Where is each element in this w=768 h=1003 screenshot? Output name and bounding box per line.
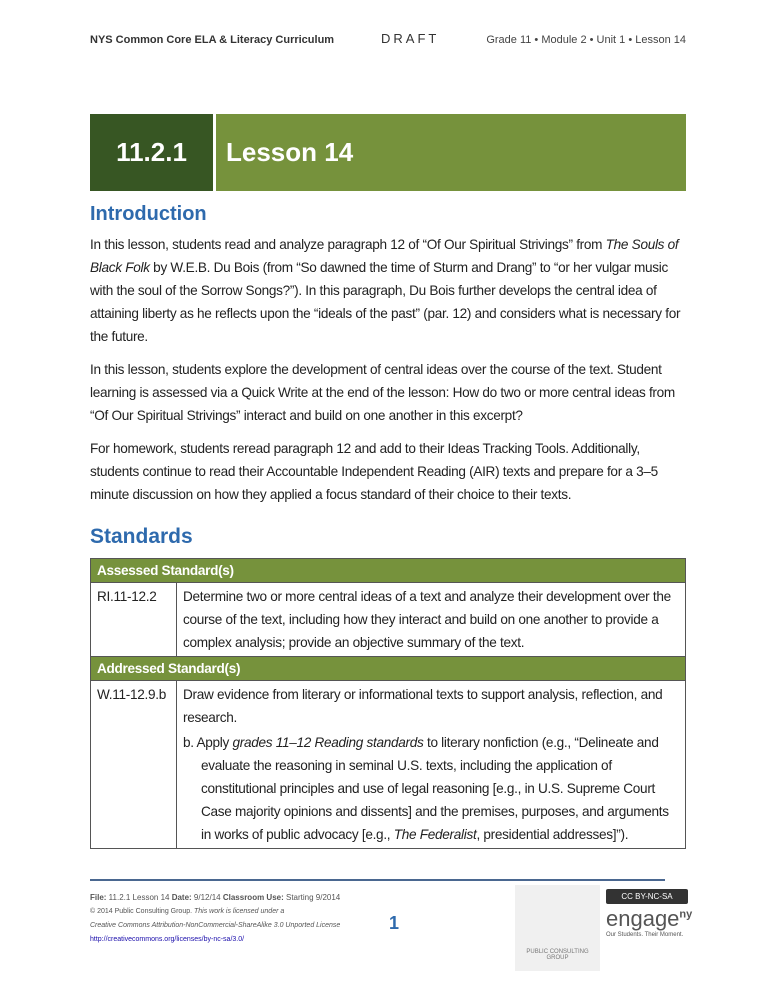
table-row [91, 681, 686, 849]
brand: engage [606, 906, 680, 931]
lesson-title: Lesson 14 [216, 114, 686, 191]
label: Date: [171, 893, 192, 902]
standard-cell [177, 681, 686, 849]
text: In this lesson, students read and analyze paragraph 12 of “Of Our Spiritual Strivings” from [90, 237, 606, 252]
brand-ny: ny [679, 908, 693, 921]
standard-text: Determine two or more central ideas of a text and analyze their development over the course of the text, including how they interact and build on one another to provide a complex analysis; provide an objective summary of the text. [177, 583, 686, 657]
draft-label: DRAFT [381, 31, 440, 46]
emphasis: The Federalist [393, 827, 477, 842]
text: by W.E.B. Du Bois (from “So dawned the time of Sturm and Drang” to “or her vulgar music with the soul of the Sorrow Songs?”). In this paragraph, Du Bois further develops the central idea of attaining liberty as he reflects upon the “ideals of the past” (par. 12) and considers what is necessary for the future. [90, 260, 681, 344]
tagline: Our Students. Their Moment. [606, 932, 684, 938]
curriculum-name: NYS Common Core ELA & Literacy Curriculum [90, 34, 335, 46]
copyright: © 2014 Public Consulting Group. [90, 908, 194, 915]
standard-code: RI.11-12.2 [91, 583, 177, 657]
standards-table [90, 558, 686, 849]
use: Starting 9/2014 [283, 893, 341, 902]
label: File: [90, 893, 107, 902]
text: to literary nonfiction (e.g., “Delineate and evaluate the reasoning in seminal U.S. texts, including the application of constitutional principles and use of legal reasoning [e.g., in U.S. Supreme Court Case majority opinions and dissents] and the premises, purposes, and arguments in works of public advocacy [e.g., [201, 735, 669, 842]
standard-code: W.11-12.9.b [91, 681, 177, 849]
date: 9/12/14 [191, 893, 223, 902]
text: b. Apply [183, 735, 233, 750]
table-row [91, 583, 686, 657]
intro-paragraph-2: In this lesson, students explore the development of central ideas over the course of the text. Student learning is assessed via a Quick Write at the end of the lesson: How do two or more central ideas from “Of Our Spiritual Strivings” interact and build on one another in this excerpt? [90, 362, 675, 423]
engageny-logo [606, 889, 693, 938]
text: , presidential addresses]”). [476, 827, 629, 842]
lesson-code: 11.2.1 [90, 114, 213, 191]
file: 11.2.1 Lesson 14 [106, 893, 172, 902]
page-footer [90, 849, 693, 973]
lesson-path: Grade 11 • Module 2 • Unit 1 • Lesson 14 [486, 34, 686, 46]
standard-text: Draw evidence from literary or informational texts to support analysis, reflection, and research. [183, 687, 663, 725]
intro-paragraph-3: For homework, students reread paragraph 12 and add to their Ideas Tracking Tools. Additionally, students continue to read their Accountable Independent Reading (AIR) texts and prepare for a 3–5 minute discussion on how they applied a focus standard of their choice to their texts. [90, 441, 658, 502]
emphasis: grades 11–12 Reading standards [232, 735, 424, 750]
standards-heading: Standards [90, 525, 193, 548]
footer-info [90, 891, 360, 947]
addressed-header: Addressed Standard(s) [91, 657, 686, 681]
pcg-logo: PUBLIC CONSULTING GROUP [515, 885, 600, 971]
book-title: The Souls of Black Folk [90, 237, 679, 275]
license: Creative Commons Attribution-NonCommercial-ShareAlike 3.0 Unported License [90, 922, 341, 929]
page-number: 1 [389, 913, 400, 933]
intro-paragraph-1 [90, 233, 686, 348]
cc-license-icon: CC BY-NC-SA [606, 889, 688, 904]
standard-subitem [183, 731, 679, 846]
license-link[interactable]: http://creativecommons.org/licenses/by-nc-sa/3.0/ [90, 936, 245, 943]
introduction-heading: Introduction [90, 203, 207, 225]
label: Classroom Use: [222, 893, 284, 902]
page-header [90, 31, 686, 46]
license: This work is licensed under a [194, 908, 285, 915]
lesson-banner [90, 114, 686, 191]
assessed-header: Assessed Standard(s) [91, 559, 686, 583]
